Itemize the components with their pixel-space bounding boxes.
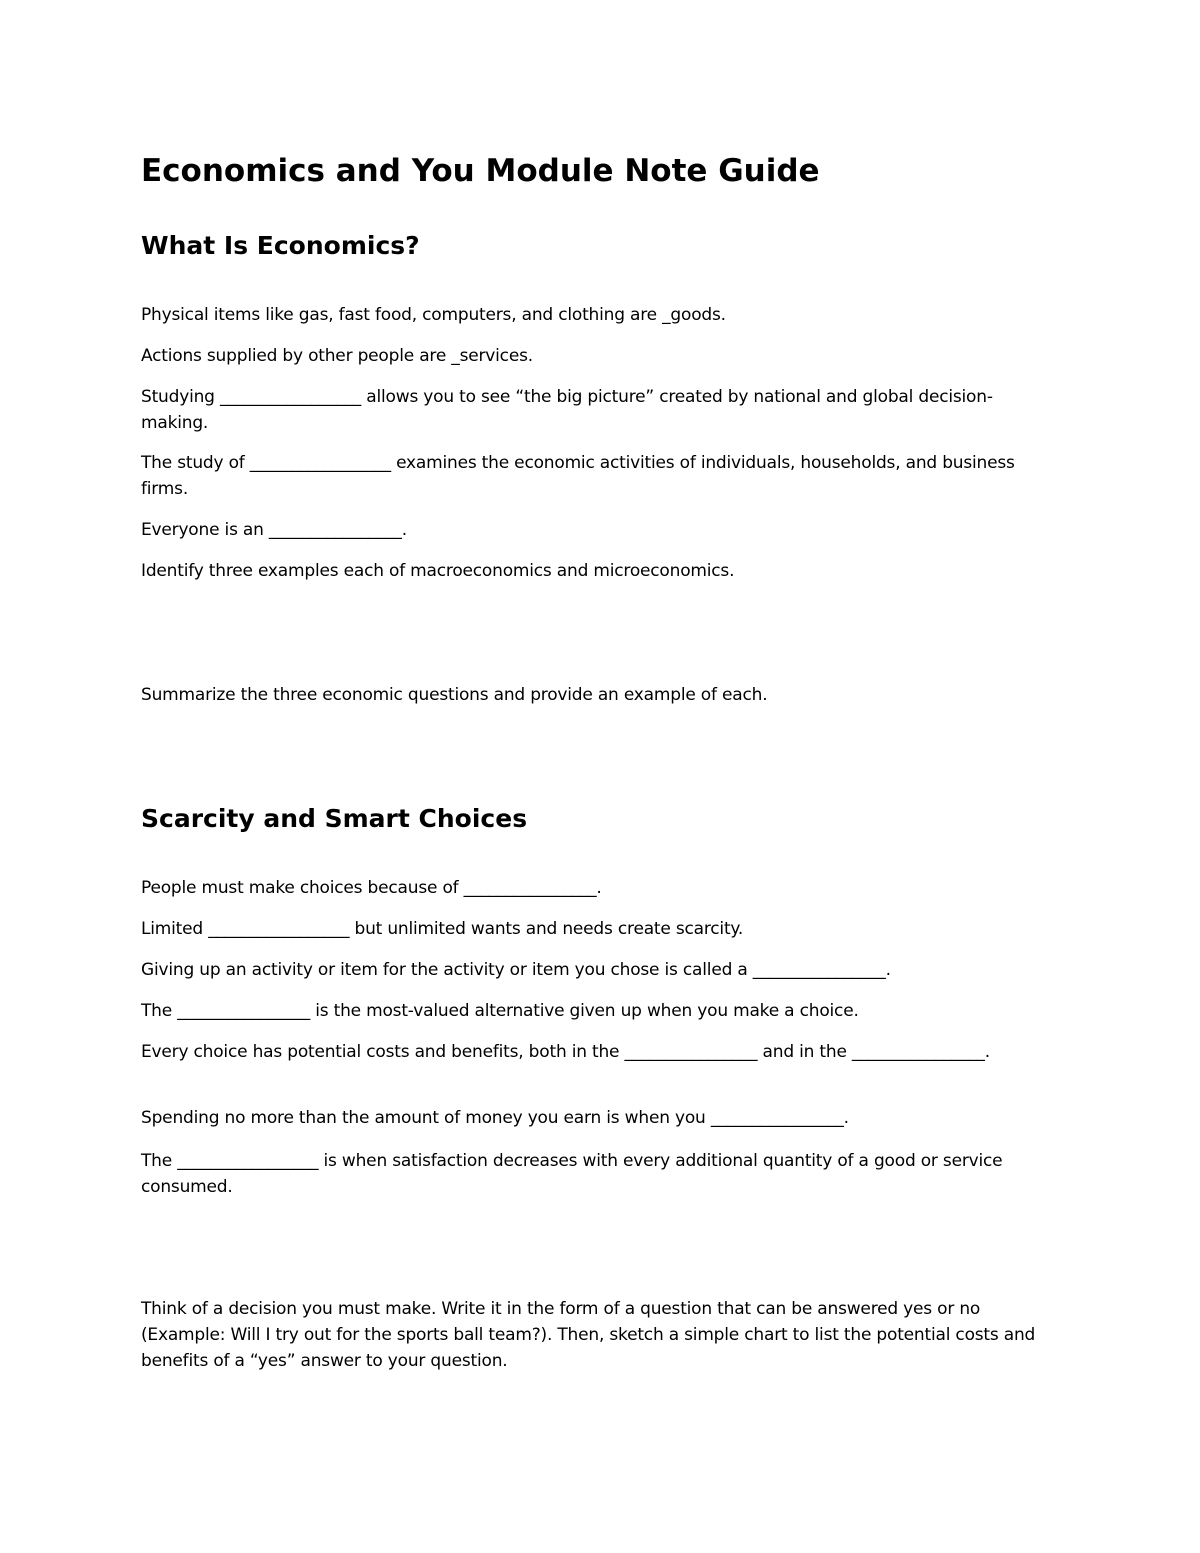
paragraph-choices-because: People must make choices because of ________________. xyxy=(141,878,602,898)
paragraph-most-valued: The ________________ is the most-valued alternative given up when you make a choice. xyxy=(141,1001,859,1021)
section-heading-what-is-economics: What Is Economics? xyxy=(141,231,420,260)
paragraph-limited: Limited _________________ but unlimited wants and needs create scarcity. xyxy=(141,919,744,939)
paragraph-everyone-is: Everyone is an ________________. xyxy=(141,520,407,540)
paragraph-identify-examples: Identify three examples each of macroeconomics and microeconomics. xyxy=(141,561,735,581)
paragraph-satisfaction: The _________________ is when satisfaction decreases with every additional quantity of a good or service consumed. xyxy=(141,1151,1003,1197)
paragraph-giving-up: Giving up an activity or item for the activity or item you chose is called a ________________. xyxy=(141,960,891,980)
paragraph-microeconomics-blank: The study of _________________ examines the economic activities of individuals, households, and business firms. xyxy=(141,453,1015,499)
paragraph-services: Actions supplied by other people are _services. xyxy=(141,346,533,366)
paragraph-costs-benefits: Every choice has potential costs and benefits, both in the ________________ and in the ________________. xyxy=(141,1042,990,1062)
section-heading-scarcity: Scarcity and Smart Choices xyxy=(141,804,528,833)
paragraph-macroeconomics-blank: Studying _________________ allows you to see “the big picture” created by national and global decision-making. xyxy=(141,387,993,433)
paragraph-goods: Physical items like gas, fast food, computers, and clothing are _goods. xyxy=(141,305,726,325)
paragraph-summarize-questions: Summarize the three economic questions and provide an example of each. xyxy=(141,685,768,705)
paragraph-decision-activity: Think of a decision you must make. Write it in the form of a question that can be answered yes or no (Example: Will I try out for the sports ball team?). Then, sketch a simple chart to list the potential costs and benefits of a “yes” answer to your question. xyxy=(141,1299,1036,1371)
page-title: Economics and You Module Note Guide xyxy=(141,153,820,189)
paragraph-spending: Spending no more than the amount of money you earn is when you ________________. xyxy=(141,1108,849,1128)
